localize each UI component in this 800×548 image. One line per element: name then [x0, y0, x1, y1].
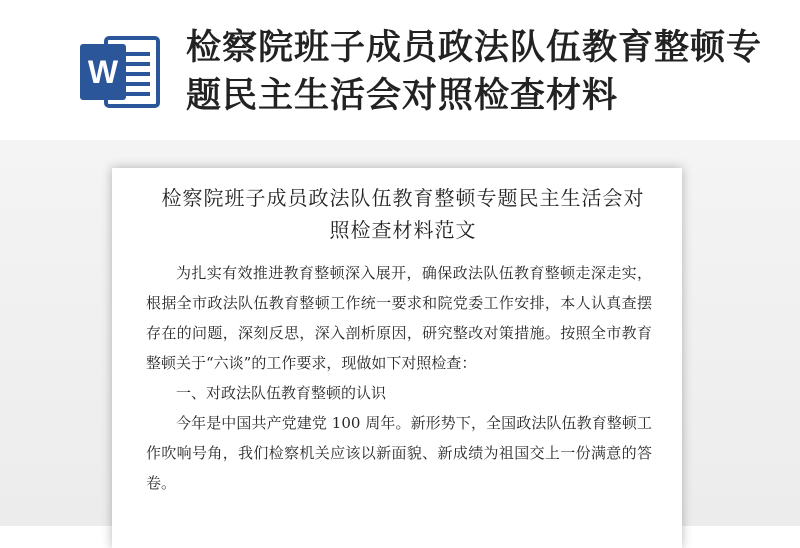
word-document-icon [76, 32, 164, 112]
paragraph-1: 今年是中国共产党建党 100 周年。新形势下，全国政法队伍教育整顿工作吹响号角，我们检察机关应该以新面貌、新成绩为祖国交上一份满意的答卷。 [146, 414, 652, 492]
document-body [146, 258, 652, 498]
banner-title: 检察院班子成员政法队伍教育整顿专题民主生活会对照检查材料 [186, 28, 763, 116]
paragraph-intro: 为扎实有效推进教育整顿深入展开，确保政法队伍教育整顿走深走实，根据全市政法队伍教育整顿工作统一要求和院党委工作安排，本人认真查摆存在的问题，深刻反思，深入剖析原因，研究整改对策措施。按照全市教育整顿关于“六谈”的工作要求，现做如下对照检查： [146, 264, 652, 372]
document-page [112, 168, 682, 548]
word-icon-letter: W [87, 54, 119, 90]
banner-header [0, 0, 800, 140]
document-title: 检察院班子成员政法队伍教育整顿专题民主生活会对照检查材料范文 [161, 186, 645, 242]
section-heading-1: 一、对政法队伍教育整顿的认识 [176, 384, 387, 402]
